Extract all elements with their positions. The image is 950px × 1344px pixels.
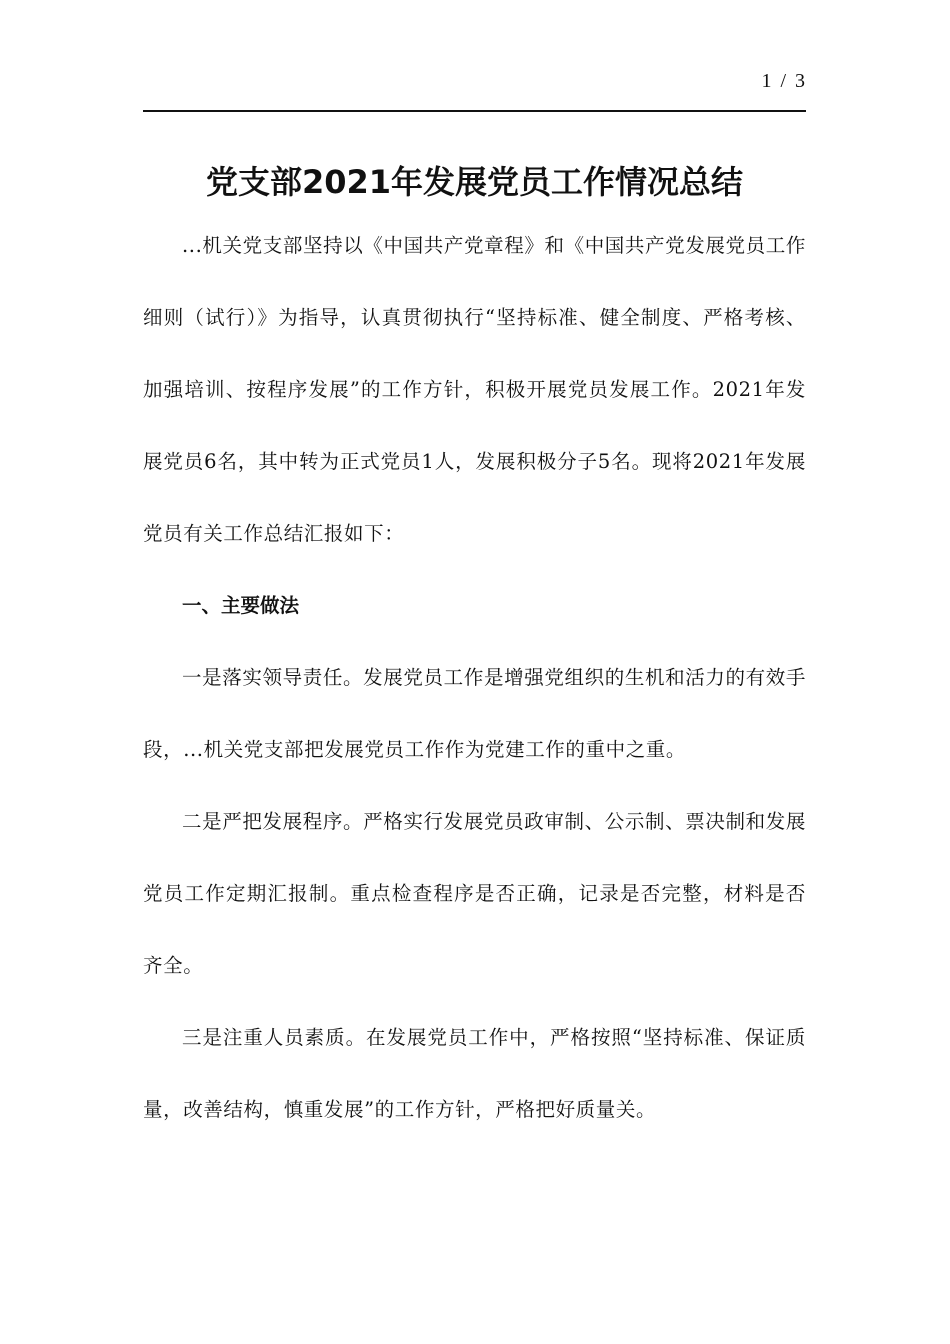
point-paragraph-1: 一是落实领导责任。发展党员工作是增强党组织的生机和活力的有效手段，...机关党支部把发展党员工作作为党建工作的重中之重。	[143, 666, 806, 761]
document-body	[143, 210, 806, 1146]
page-number: 1 / 3	[761, 70, 807, 92]
point-paragraph-2: 二是严把发展程序。严格实行发展党员政审制、公示制、票决制和发展党员工作定期汇报制。重点检查程序是否正确，记录是否完整，材料是否齐全。	[143, 810, 806, 977]
point-paragraph-3: 三是注重人员素质。在发展党员工作中，严格按照“坚持标准、保证质量，改善结构，慎重发展”的工作方针，严格把好质量关。	[143, 1026, 806, 1121]
document-title: 党支部2021年发展党员工作情况总结	[205, 163, 744, 201]
section-heading-main-practices: 一、主要做法	[182, 594, 300, 617]
header-divider	[143, 110, 806, 112]
intro-paragraph: ...机关党支部坚持以《中国共产党章程》和《中国共产党发展党员工作细则（试行）》为指导，认真贯彻执行“坚持标准、健全制度、严格考核、加强培训、按程序发展”的工作方针，积极开展党员发展工作。2021年发展党员6名，其中转为正式党员1人，发展积极分子5名。现将2021年发展党员有关工作总结汇报如下：	[143, 234, 806, 545]
